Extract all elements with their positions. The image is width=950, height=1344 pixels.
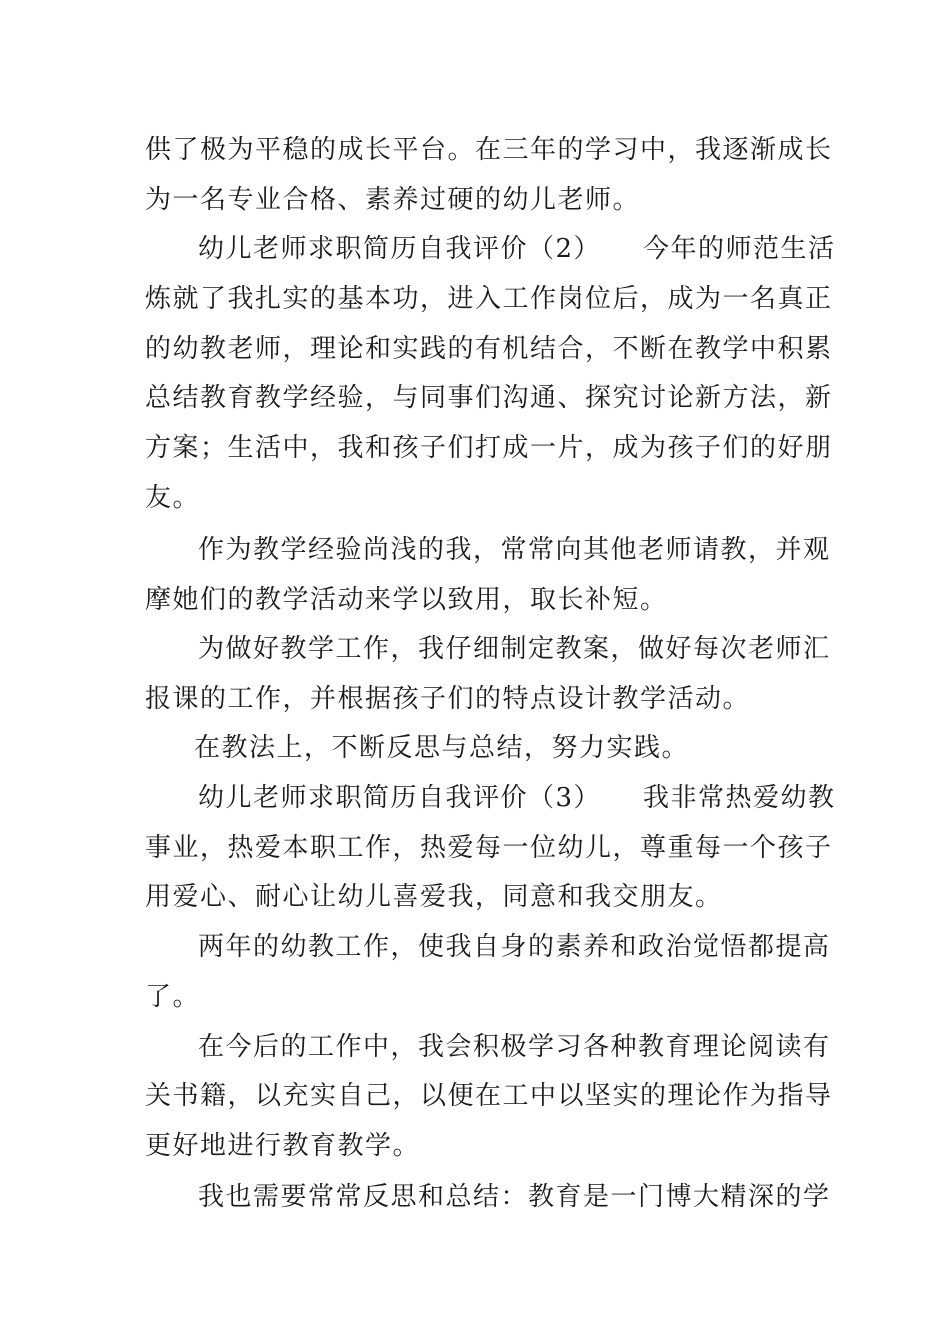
- section-heading-line: 幼儿老师求职简历自我评价（2） 今年的师范生活: [198, 234, 836, 264]
- text-line: 了。: [145, 982, 201, 1012]
- text-line: 供了极为平稳的成长平台。在三年的学习中，我逐渐成长: [145, 135, 833, 165]
- text-line: 事业，热爱本职工作，热爱每一位幼儿，尊重每一个孩子: [145, 833, 833, 863]
- text-line: 作为教学经验尚浅的我，常常向其他老师请教，并观: [198, 535, 831, 565]
- section-heading-line: 幼儿老师求职简历自我评价（3） 我非常热爱幼教: [198, 783, 836, 813]
- text-line: 用爱心、耐心让幼儿喜爱我，同意和我交朋友。: [145, 882, 723, 912]
- text-line: 为一名专业合格、素养过硬的幼儿老师。: [145, 185, 641, 215]
- text-line: 在教法上，不断反思与总结，努力实践。: [194, 733, 690, 763]
- text-line: 更好地进行教育教学。: [145, 1131, 421, 1161]
- text-line: 两年的幼教工作，使我自身的素养和政治觉悟都提高: [198, 932, 831, 962]
- text-line: 摩她们的教学活动来学以致用，取长补短。: [145, 585, 668, 615]
- text-line: 为做好教学工作，我仔细制定教案，做好每次老师汇: [198, 634, 831, 664]
- text-line: 炼就了我扎实的基本功，进入工作岗位后，成为一名真正: [145, 284, 833, 314]
- text-line: 的幼教老师，理论和实践的有机结合，不断在教学中积累: [145, 334, 833, 364]
- text-line: 方案；生活中，我和孩子们打成一片，成为孩子们的好朋: [145, 433, 833, 463]
- text-line: 我也需要常常反思和总结：教育是一门博大精深的学: [198, 1182, 831, 1212]
- text-line: 在今后的工作中，我会积极学习各种教育理论阅读有: [198, 1032, 831, 1062]
- text-line: 总结教育教学经验，与同事们沟通、探究讨论新方法，新: [145, 383, 833, 413]
- text-line: 关书籍，以充实自己，以便在工中以坚实的理论作为指导: [145, 1081, 833, 1111]
- text-line: 报课的工作，并根据孩子们的特点设计教学活动。: [145, 684, 751, 714]
- text-line: 友。: [145, 483, 201, 513]
